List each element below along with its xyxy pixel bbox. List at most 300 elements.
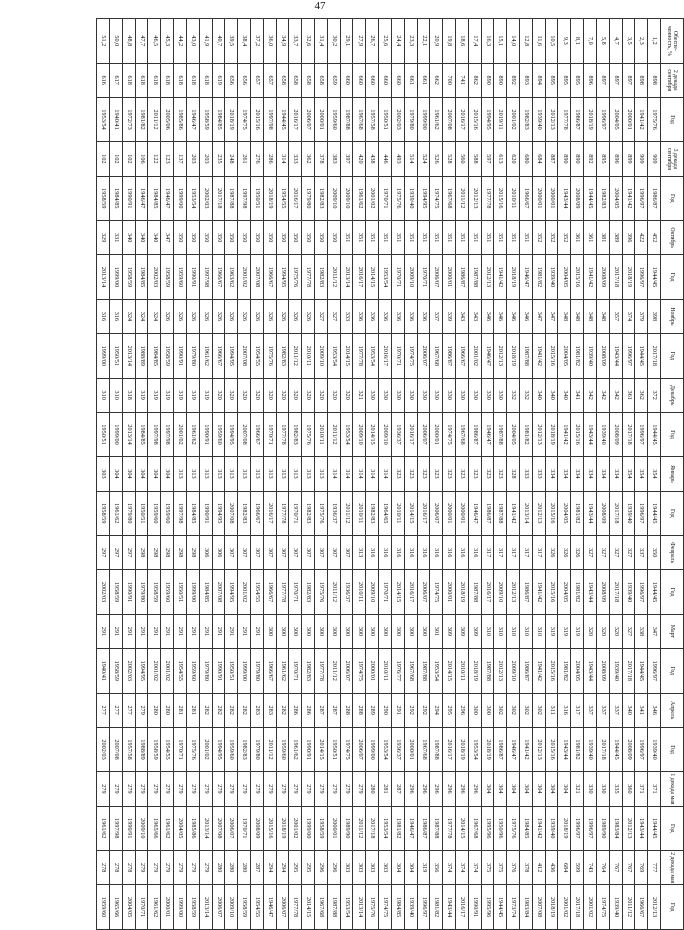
table-cell: 1987/88 [494,491,507,536]
table-cell: 1944/45 [648,491,661,536]
table-cell: 2011/12 [327,255,340,300]
table-cell: 288 [340,693,353,727]
table-cell: 283 [263,693,276,727]
table-cell: 1981/82 [135,97,148,142]
table-cell: 1941/42 [532,334,545,379]
table-cell: 2000/01 [443,570,456,615]
table-cell: 1939/40 [545,806,558,851]
table-cell: 304 [122,457,135,491]
table-cell: 1974/75 [404,334,417,379]
table-cell: 1957/58 [366,97,379,142]
table-cell: 350 [327,221,340,255]
table-cell: 320 [225,378,238,412]
table-cell: 452 [648,221,661,255]
table-cell: 2011/12 [456,176,469,221]
table-cell: 347 [532,299,545,333]
table-cell: 287 [315,693,328,727]
table-cell: 307 [340,536,353,570]
table-row [315,19,328,930]
table-cell: 1983/84 [609,806,622,851]
table-cell: 26,7 [366,19,379,64]
table-cell: 1941/42 [622,176,635,221]
table-cell: 310 [110,378,123,412]
table-cell: 316 [558,693,571,727]
table-cell: 1986/87 [417,806,430,851]
table-cell: 102 [97,142,110,176]
table-cell: 659 [327,63,340,97]
column-header: 2 декада сентября [661,63,684,97]
table-cell: 279 [225,772,238,806]
table-cell: 1939/40 [584,334,597,379]
table-cell: 658 [276,63,289,97]
table-cell: 44,2 [174,19,187,64]
table-cell: 323 [481,457,494,491]
table-cell: 396 [622,221,635,255]
table-cell: 422 [635,221,648,255]
table-cell: 319 [186,378,199,412]
table-cell: 378 [520,851,533,885]
table-cell: 50,0 [110,19,123,64]
table-cell: 326 [174,299,187,333]
table-cell: 662 [430,63,443,97]
table-cell: 296 [315,851,328,885]
table-cell: 11,6 [532,19,545,64]
table-cell: 1984/85 [148,334,161,379]
table-cell: 1961/62 [110,491,123,536]
table-cell: 330 [391,378,404,412]
table-cell: 1999/00 [302,806,315,851]
table-cell: 102 [122,142,135,176]
table-cell: 316 [110,299,123,333]
table-cell: 300 [340,614,353,648]
table-cell: 1958/59 [161,255,174,300]
table-cell: 438 [366,142,379,176]
table-cell: 1970/71 [379,570,392,615]
table-cell: 613 [494,142,507,176]
table-cell: 2013/14 [353,885,366,930]
table-cell: 318 [122,378,135,412]
table-cell: 279 [97,772,110,806]
table-cell: 1982/83 [315,176,328,221]
table-cell: 1944/45 [648,412,661,457]
table-cell: 700 [443,63,456,97]
table-cell: 313 [212,457,225,491]
table-cell: 371 [648,772,661,806]
table-cell: 2012/13 [494,334,507,379]
table-cell: 2011/12 [327,570,340,615]
table-cell: 31,4 [315,19,328,64]
table-cell: 1970/71 [289,649,302,694]
table-cell: 2011/12 [289,334,302,379]
table-cell: 1961/62 [148,885,161,930]
table-row [122,19,135,930]
table-cell: 2002/03 [122,649,135,694]
table-cell: 2004/05 [609,97,622,142]
table-cell: 313 [251,457,264,491]
table-cell: 1982/83 [302,649,315,694]
table-cell: 2018/19 [468,649,481,694]
table-row [199,19,212,930]
table-cell: 1982/83 [302,570,315,615]
table-cell: 2001/02 [584,885,597,930]
table-cell: 1977/78 [315,649,328,694]
table-cell: 304 [110,457,123,491]
table-cell: 304 [481,772,494,806]
table-cell: 2018/19 [225,97,238,142]
table-cell: 661 [404,63,417,97]
table-cell: 1958/59 [148,570,161,615]
table-cell: 1979/80 [404,97,417,142]
table-cell: 1958/59 [199,97,212,142]
table-cell: 320 [584,614,597,648]
table-cell: 2006/07 [212,885,225,930]
table-cell: 524 [417,142,430,176]
table-cell: 279 [135,851,148,885]
table-cell: 1970/71 [379,176,392,221]
table-cell: 2009/10 [340,176,353,221]
table-cell: 282 [238,693,251,727]
table-cell: 371 [635,772,648,806]
table-cell: 350 [225,221,238,255]
table-cell: 2017/18 [609,570,622,615]
table-cell: 2014/15 [302,885,315,930]
table-cell: 1958/59 [110,649,123,694]
table-cell: 4,7 [609,19,622,64]
table-cell: 2017/18 [622,412,635,457]
table-cell: 297 [97,536,110,570]
table-cell: 298 [186,536,199,570]
table-cell: 1986/87 [520,649,533,694]
table-cell: 2016/17 [289,176,302,221]
table-cell: 1979/80 [199,649,212,694]
table-row [238,19,251,930]
table-cell: 1943/44 [584,570,597,615]
table-cell: 446 [379,142,392,176]
table-cell: 2009/10 [315,334,328,379]
table-cell: 279 [302,772,315,806]
table-cell: 660 [366,63,379,97]
table-row [481,19,494,930]
table-cell: 1974/75 [238,97,251,142]
table-cell: 337 [430,299,443,333]
table-cell: 2018/19 [545,885,558,930]
table-cell: 1974/75 [443,412,456,457]
table-cell: 1977/78 [353,334,366,379]
table-cell: 282 [225,693,238,727]
table-cell: 1997/98 [110,806,123,851]
table-cell: 307 [327,536,340,570]
table-cell: 339 [443,299,456,333]
table-cell: 320 [609,614,622,648]
table-cell: 1959/60 [174,255,187,300]
table-cell: 684 [532,142,545,176]
table-cell: 2000/01 [456,491,469,536]
table-cell: 1950/96 [494,806,507,851]
table-cell: 279 [276,772,289,806]
table-cell: 283 [251,693,264,727]
table-cell: 1967/68 [443,176,456,221]
table-cell: 2012/13 [532,491,545,536]
column-header: Обеспе-ченность, % [661,19,684,64]
table-cell: 2013/14 [199,806,212,851]
table-cell: 313 [289,457,302,491]
table-cell: 1984/85 [186,491,199,536]
table-cell: 2006/07 [340,649,353,694]
table-cell: 1982/83 [289,412,302,457]
table-cell: 351 [379,221,392,255]
table-cell: 1961/62 [276,649,289,694]
column-header: 1 декада мая [661,772,684,806]
table-cell: 2001/02 [366,176,379,221]
table-cell: 287 [251,851,264,885]
table-cell: 1964/65 [379,491,392,536]
table-cell: 2009/10 [494,570,507,615]
table-cell: 2011/12 [263,727,276,772]
table-cell: 2006/07 [302,97,315,142]
table-cell: 300 [366,614,379,648]
table-cell: 291 [199,614,212,648]
table-cell: 2011/12 [148,97,161,142]
table-cell: 1941/42 [635,97,648,142]
table-cell: 1987/88 [225,176,238,221]
table-cell: 2010/11 [302,334,315,379]
table-cell: 1944/45 [648,806,661,851]
table-cell: 1996/97 [635,176,648,221]
table-cell: 334 [545,457,558,491]
table-cell: 1981/82 [571,334,584,379]
table-cell: 302 [494,693,507,727]
table-cell: 657 [251,63,264,97]
table-cell: 1996/97 [635,570,648,615]
table-cell: 514 [404,142,417,176]
table-cell: 1953/54 [97,97,110,142]
table-cell: 282 [276,693,289,727]
table-cell: 1941/42 [558,412,571,457]
table-cell: 897 [609,63,622,97]
table-cell: 1972/73 [122,97,135,142]
column-header: Год [661,649,684,694]
table-cell: 328 [507,457,520,491]
table-cell: 332 [520,378,533,412]
table-cell: 288 [353,693,366,727]
table-cell: 1941/42 [532,806,545,851]
table-cell: 1987/88 [468,255,481,300]
table-cell: 340 [135,221,148,255]
table-cell: 1994/95 [135,649,148,694]
table-cell: 898 [648,63,661,97]
table-cell: 381 [596,221,609,255]
table-cell: 1958/59 [122,255,135,300]
table-cell: 350 [174,221,187,255]
table-cell: 2004/05 [558,491,571,536]
table-cell: 306 [212,536,225,570]
table-cell: 295 [443,693,456,727]
table-cell: 307 [276,536,289,570]
table-cell: 354 [648,457,661,491]
table-cell: 2006/07 [225,806,238,851]
table-cell: 1950/51 [225,649,238,694]
table-cell: 2007/08 [532,885,545,930]
table-cell: 304 [391,851,404,885]
table-cell: 45,3 [161,19,174,64]
table-cell: 1994/95 [417,176,430,221]
table-cell: 235 [212,142,225,176]
table-cell: 1994/95 [225,412,238,457]
table-cell: 316 [366,536,379,570]
table-cell: 281 [174,693,187,727]
table-cell: 326 [302,299,315,333]
table-cell: 597 [481,142,494,176]
table-cell: 2014/15 [366,412,379,457]
table-cell: 1994/95 [276,255,289,300]
table-cell: 2017/18 [609,491,622,536]
table-cell: 887 [545,142,558,176]
table-cell: 896 [584,63,597,97]
table-cell: 1996/97 [417,885,430,930]
table-cell: 352 [558,221,571,255]
table-cell: 1950/51 [110,334,123,379]
table-body [97,19,661,930]
table-cell: 326 [212,299,225,333]
table-cell: 296 [468,772,481,806]
table-cell: 313 [238,457,251,491]
table-cell: 354 [622,457,635,491]
table-cell: 769 [635,851,648,885]
table-cell: 1984/85 [199,570,212,615]
table-cell: 248 [225,142,238,176]
table-row [532,19,545,930]
table-cell: 350 [238,221,251,255]
table-cell: 317 [532,536,545,570]
table-cell: 2004/05 [571,649,584,694]
table-cell: 1961/62 [186,412,199,457]
table-cell: 350 [199,221,212,255]
table-cell: 1996/97 [584,806,597,851]
table-cell: 1940/41 [110,97,123,142]
table-cell: 2010/11 [353,491,366,536]
table-cell: 1961/62 [199,334,212,379]
table-cell: 2007/08 [251,255,264,300]
table-cell: 658 [302,63,315,97]
table-cell: 1987/88 [430,727,443,772]
table-cell: 1990/91 [468,885,481,930]
table-cell: 2000/01 [622,97,635,142]
table-cell: 350 [263,221,276,255]
table-cell: 327 [315,299,328,333]
table-cell: 329 [97,221,110,255]
table-cell: 317 [494,536,507,570]
table-cell: 1996/97 [596,97,609,142]
table-cell: 2018/19 [507,255,520,300]
table-cell: 374 [468,851,481,885]
table-cell: 895 [545,63,558,97]
table-cell: 2018/19 [507,334,520,379]
table-cell: 352 [532,221,545,255]
table-cell: 41,9 [199,19,212,64]
table-cell: 656 [238,63,251,97]
table-cell: 2002/03 [148,255,161,300]
table-cell: 351 [417,221,430,255]
table-cell: 1987/88 [430,806,443,851]
table-cell: 304 [532,772,545,806]
table-cell: 374 [456,851,469,885]
table-cell: 279 [174,772,187,806]
table-cell: 2017/18 [648,334,661,379]
table-cell: 2010/11 [379,649,392,694]
table-row [110,19,123,930]
table-cell: 893 [520,63,533,97]
table-cell: 304 [161,457,174,491]
column-header: Год [661,806,684,851]
table-cell: 1970/71 [391,334,404,379]
table-cell: 1943/44 [584,491,597,536]
table-cell: 1999/00 [97,334,110,379]
table-cell: 300 [289,614,302,648]
table-cell: 619 [212,63,225,97]
table-cell: 2000/01 [366,649,379,694]
table-cell: 767 [609,851,622,885]
table-cell: 276 [251,142,264,176]
table-cell: 282 [212,693,225,727]
table-cell: 1976/77 [391,649,404,694]
table-cell: 1953/54 [340,885,353,930]
table-cell: 323 [494,457,507,491]
table-cell: 47,7 [135,19,148,64]
table-cell: 1961/62 [97,806,110,851]
table-cell: 2013/14 [520,491,533,536]
table-cell: 657 [263,63,276,97]
table-cell: 333 [532,457,545,491]
table-cell: 2015/16 [571,255,584,300]
table-cell: 330 [494,378,507,412]
table-cell: 351 [456,221,469,255]
table-cell: 342 [584,378,597,412]
table-cell: 1936/37 [391,412,404,457]
table-cell: 1953/54 [430,649,443,694]
table-cell: 894 [532,63,545,97]
table-cell: 326 [199,299,212,333]
table-cell: 16,3 [481,19,494,64]
table-cell: 1963/62 [225,255,238,300]
table-cell: 326 [251,299,264,333]
table-row [558,19,571,930]
table-cell: 1939/40 [609,885,622,930]
table-cell: 327 [609,536,622,570]
table-cell: 1981/82 [558,649,571,694]
table-cell: 436 [545,851,558,885]
table-cell: 2013/14 [97,255,110,300]
table-cell: 291 [148,614,161,648]
table-row [148,19,161,930]
table-cell: 292 [404,693,417,727]
table-cell: 1997/98 [238,176,251,221]
table-cell: 1941/42 [532,570,545,615]
table-cell: 333 [340,299,353,333]
table-cell: 137 [174,142,187,176]
table-cell: 909 [648,142,661,176]
table-cell: 279 [238,772,251,806]
table-cell: 376 [507,851,520,885]
table-cell: 2006/07 [353,727,366,772]
table-cell: 1975/76 [263,334,276,379]
table-cell: 1958/59 [97,491,110,536]
table-cell: 1959/60 [327,97,340,142]
table-cell: 286 [263,142,276,176]
table-cell: 2017/18 [596,727,609,772]
table-cell: 1946/47 [507,727,520,772]
table-cell: 618 [186,63,199,97]
table-cell: 46,5 [148,19,161,64]
